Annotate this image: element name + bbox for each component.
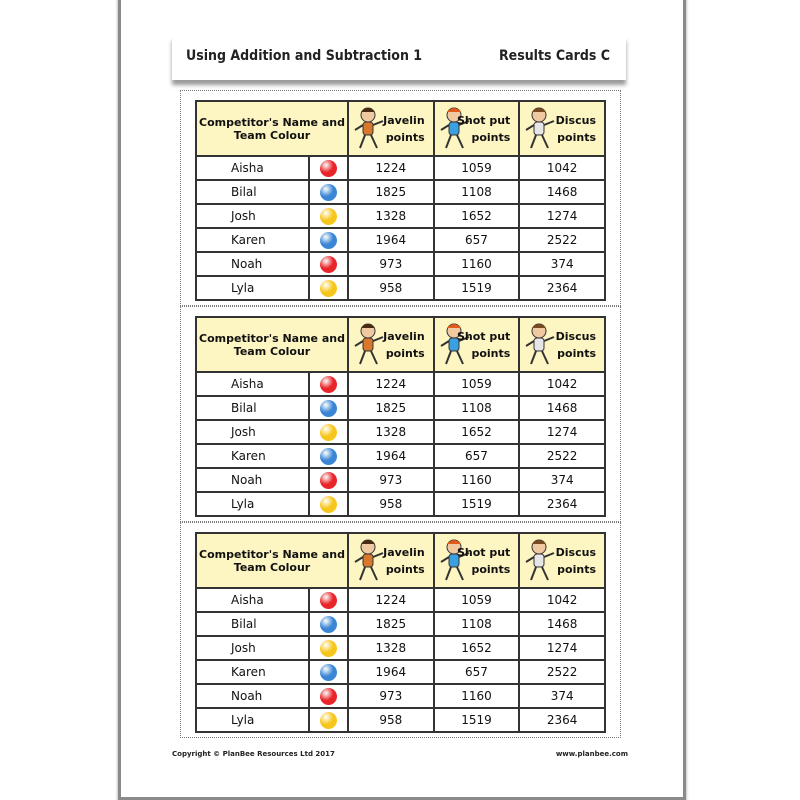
team-colour [309, 372, 348, 396]
header-shot-put: Shot put points [434, 101, 520, 156]
table-row [196, 612, 605, 636]
shot-put-points: 1519 [434, 492, 520, 516]
copyright-text: Copyright © PlanBee Resources Ltd 2017 [172, 750, 335, 758]
team-yellow-ball-icon [320, 208, 337, 225]
table-row [196, 708, 605, 732]
team-colour [309, 588, 348, 612]
competitor-name: Bilal [196, 396, 309, 420]
discus-points: 374 [519, 252, 605, 276]
discus-points: 1468 [519, 180, 605, 204]
team-red-ball-icon [320, 376, 337, 393]
competitor-name: Josh [196, 636, 309, 660]
shot-put-points: 1519 [434, 708, 520, 732]
team-colour [309, 708, 348, 732]
team-blue-ball-icon [320, 184, 337, 201]
competitor-name: Lyla [196, 492, 309, 516]
results-card [180, 522, 621, 738]
team-colour [309, 684, 348, 708]
results-card [180, 306, 621, 522]
table-row [196, 156, 605, 180]
discus-points: 2522 [519, 228, 605, 252]
team-colour [309, 252, 348, 276]
results-table [195, 316, 606, 517]
competitor-name: Aisha [196, 588, 309, 612]
team-blue-ball-icon [320, 232, 337, 249]
javelin-points: 1825 [348, 396, 434, 420]
discus-points: 1042 [519, 372, 605, 396]
team-colour [309, 276, 348, 300]
shot-put-points: 1519 [434, 276, 520, 300]
javelin-points: 1328 [348, 636, 434, 660]
javelin-points: 1328 [348, 204, 434, 228]
header-discus: Discus points [519, 317, 605, 372]
team-yellow-ball-icon [320, 640, 337, 657]
team-colour [309, 468, 348, 492]
table-row [196, 636, 605, 660]
team-colour [309, 204, 348, 228]
discus-points: 1468 [519, 612, 605, 636]
javelin-points: 1328 [348, 420, 434, 444]
header-javelin: Javelin points [348, 101, 434, 156]
team-colour [309, 420, 348, 444]
table-row [196, 420, 605, 444]
competitor-name: Bilal [196, 612, 309, 636]
shot-put-points: 1059 [434, 372, 520, 396]
shot-put-points: 1160 [434, 252, 520, 276]
table-row [196, 252, 605, 276]
competitor-name: Noah [196, 252, 309, 276]
team-colour [309, 636, 348, 660]
javelin-points: 973 [348, 684, 434, 708]
table-row [196, 444, 605, 468]
team-red-ball-icon [320, 592, 337, 609]
team-blue-ball-icon [320, 664, 337, 681]
javelin-points: 1825 [348, 180, 434, 204]
header-discus: Discus points [519, 101, 605, 156]
worksheet-subtitle: Results Cards C [498, 48, 610, 64]
competitor-name: Karen [196, 444, 309, 468]
competitor-name: Noah [196, 684, 309, 708]
table-row [196, 180, 605, 204]
competitor-name: Aisha [196, 372, 309, 396]
results-card [180, 90, 621, 306]
javelin-points: 958 [348, 276, 434, 300]
discus-points: 374 [519, 468, 605, 492]
javelin-points: 1964 [348, 444, 434, 468]
team-red-ball-icon [320, 688, 337, 705]
competitor-name: Karen [196, 228, 309, 252]
shot-put-points: 1108 [434, 180, 520, 204]
discus-points: 1274 [519, 420, 605, 444]
header-javelin: Javelin points [348, 533, 434, 588]
competitor-name: Josh [196, 204, 309, 228]
team-colour [309, 180, 348, 204]
discus-points: 2364 [519, 708, 605, 732]
table-row [196, 276, 605, 300]
shot-put-points: 657 [434, 660, 520, 684]
shot-put-points: 1652 [434, 636, 520, 660]
header-shot-put: Shot put points [434, 533, 520, 588]
competitor-name: Karen [196, 660, 309, 684]
worksheet-title: Using Addition and Subtraction 1 [186, 48, 423, 64]
table-header-row [196, 101, 605, 156]
results-table [195, 100, 606, 301]
header-competitor: Competitor's Name and Team Colour [196, 533, 348, 588]
competitor-name: Noah [196, 468, 309, 492]
javelin-points: 1964 [348, 228, 434, 252]
team-yellow-ball-icon [320, 496, 337, 513]
competitor-name: Josh [196, 420, 309, 444]
table-row [196, 228, 605, 252]
team-colour [309, 156, 348, 180]
team-yellow-ball-icon [320, 280, 337, 297]
javelin-points: 958 [348, 492, 434, 516]
table-row [196, 660, 605, 684]
table-row [196, 396, 605, 420]
team-colour [309, 612, 348, 636]
shot-put-points: 1652 [434, 204, 520, 228]
competitor-name: Lyla [196, 708, 309, 732]
team-red-ball-icon [320, 472, 337, 489]
competitor-name: Lyla [196, 276, 309, 300]
worksheet-header [172, 36, 626, 80]
team-blue-ball-icon [320, 616, 337, 633]
shot-put-points: 657 [434, 444, 520, 468]
discus-points: 1468 [519, 396, 605, 420]
shot-put-points: 1160 [434, 468, 520, 492]
table-row [196, 468, 605, 492]
discus-points: 374 [519, 684, 605, 708]
javelin-points: 1964 [348, 660, 434, 684]
team-blue-ball-icon [320, 448, 337, 465]
website-text: www.planbee.com [555, 750, 628, 758]
table-header-row [196, 533, 605, 588]
team-colour [309, 492, 348, 516]
javelin-points: 958 [348, 708, 434, 732]
table-row [196, 372, 605, 396]
team-yellow-ball-icon [320, 712, 337, 729]
shot-put-points: 1059 [434, 156, 520, 180]
competitor-name: Bilal [196, 180, 309, 204]
header-shot-put: Shot put points [434, 317, 520, 372]
table-row [196, 492, 605, 516]
discus-points: 2364 [519, 492, 605, 516]
team-yellow-ball-icon [320, 424, 337, 441]
team-red-ball-icon [320, 160, 337, 177]
team-blue-ball-icon [320, 400, 337, 417]
header-javelin: Javelin points [348, 317, 434, 372]
javelin-points: 973 [348, 468, 434, 492]
table-row [196, 204, 605, 228]
header-discus: Discus points [519, 533, 605, 588]
javelin-points: 1224 [348, 372, 434, 396]
javelin-points: 973 [348, 252, 434, 276]
results-table [195, 532, 606, 733]
team-colour [309, 396, 348, 420]
shot-put-points: 1652 [434, 420, 520, 444]
discus-points: 2522 [519, 444, 605, 468]
header-competitor: Competitor's Name and Team Colour [196, 317, 348, 372]
table-header-row [196, 317, 605, 372]
shot-put-points: 1160 [434, 684, 520, 708]
table-row [196, 588, 605, 612]
shot-put-points: 1108 [434, 396, 520, 420]
shot-put-points: 657 [434, 228, 520, 252]
discus-points: 2364 [519, 276, 605, 300]
table-row [196, 684, 605, 708]
team-colour [309, 444, 348, 468]
discus-points: 1042 [519, 588, 605, 612]
discus-points: 1274 [519, 204, 605, 228]
discus-points: 1042 [519, 156, 605, 180]
javelin-points: 1825 [348, 612, 434, 636]
team-red-ball-icon [320, 256, 337, 273]
discus-points: 1274 [519, 636, 605, 660]
javelin-points: 1224 [348, 588, 434, 612]
team-colour [309, 228, 348, 252]
javelin-points: 1224 [348, 156, 434, 180]
header-competitor: Competitor's Name and Team Colour [196, 101, 348, 156]
shot-put-points: 1059 [434, 588, 520, 612]
team-colour [309, 660, 348, 684]
competitor-name: Aisha [196, 156, 309, 180]
shot-put-points: 1108 [434, 612, 520, 636]
discus-points: 2522 [519, 660, 605, 684]
